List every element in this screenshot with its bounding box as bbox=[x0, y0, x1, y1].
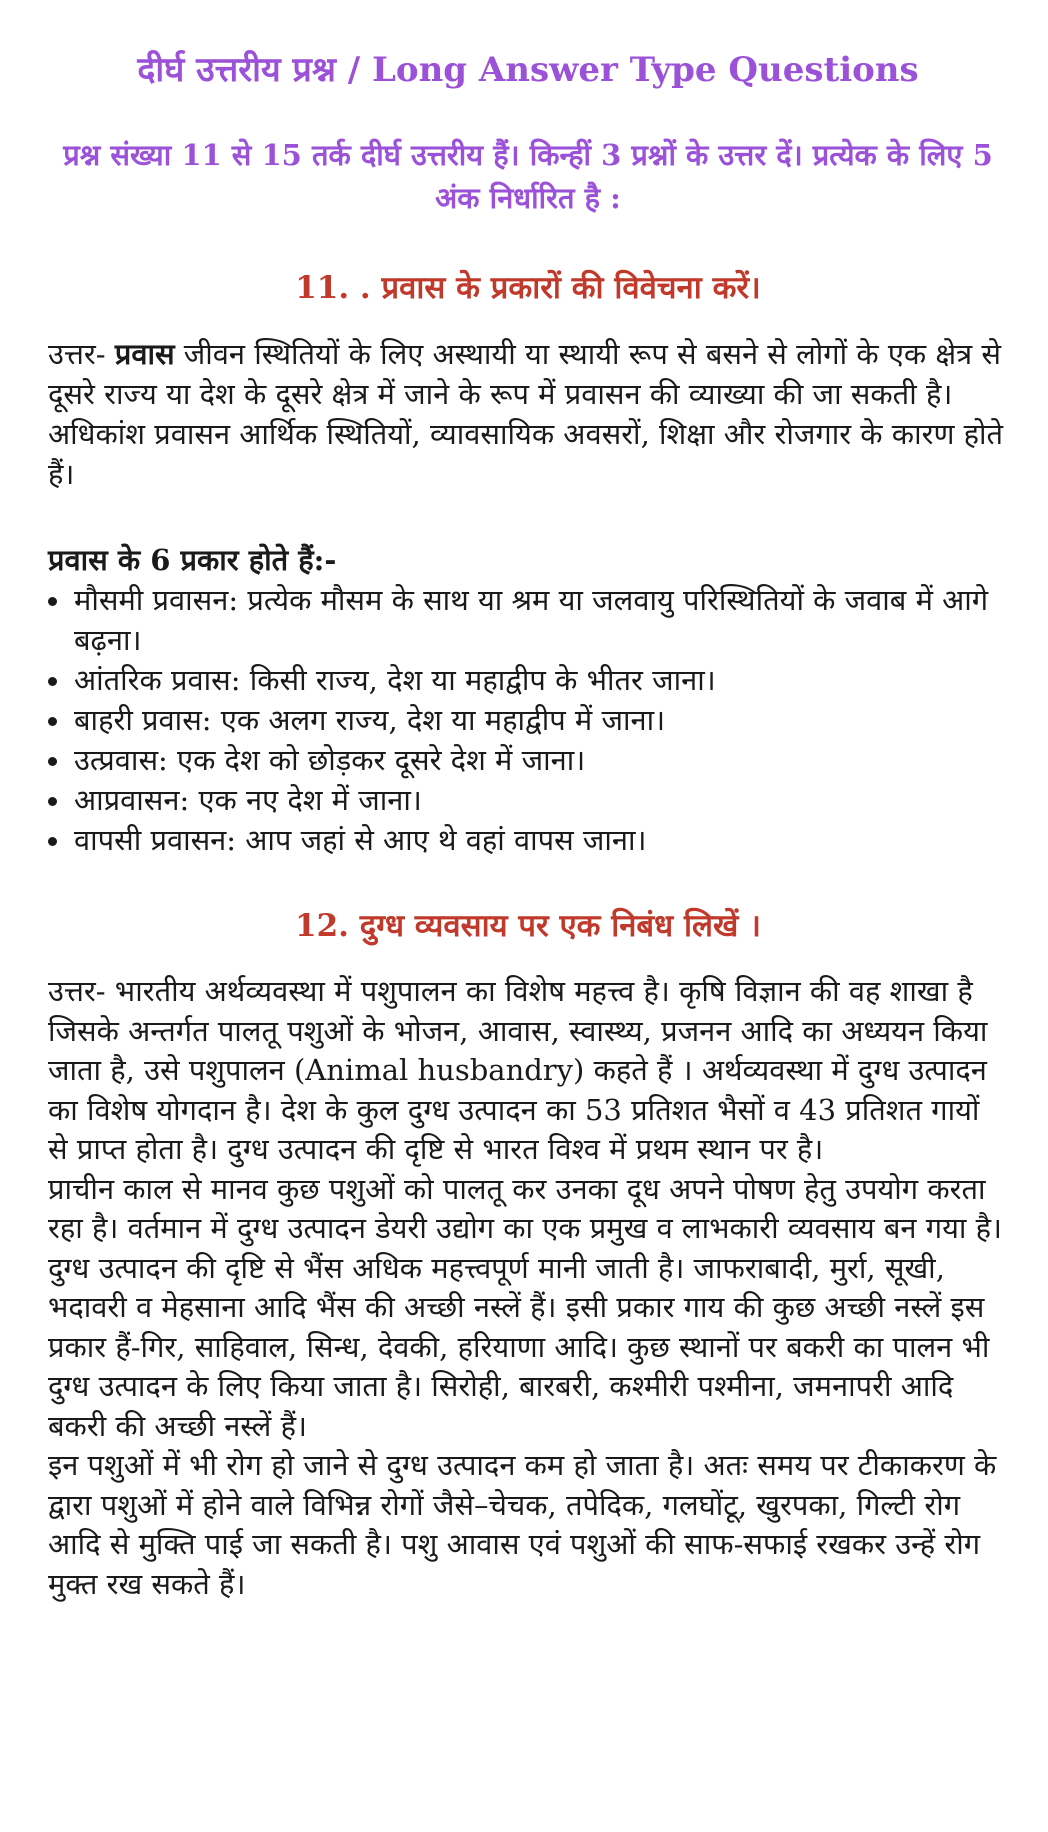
list-item: बाहरी प्रवास: एक अलग राज्य, देश या महाद्वीप में जाना। bbox=[48, 700, 1008, 740]
answer-text: जीवन स्थितियों के लिए अस्थायी या स्थायी रूप से बसने से लोगों के एक क्षेत्र से दूसरे राज्य या देश के दूसरे क्षेत्र में जाने के रूप में प्रवासन की व्याख्या की जा सकती है। अधिकांश प्रवासन आर्थिक स्थितियों, व्यावसायिक अवसरों, शिक्षा और रोजगार के कारण होते हैं। bbox=[48, 337, 1004, 491]
answer-paragraph: प्राचीन काल से मानव कुछ पशुओं को पालतू कर उनका दूध अपने पोषण हेतु उपयोग करता रहा है। वर्तमान में दुग्ध उत्पादन डेयरी उद्योग का एक प्रमुख व लाभकारी व्यवसाय बन गया है। दुग्ध उत्पादन की दृष्टि से भैंस अधिक महत्त्वपूर्ण मानी जाती है। जाफराबादी, मुर्रा, सूखी, भदावरी व मेहसाना आदि भैंस की अच्छी नस्लें हैं। इसी प्रकार गाय की कुछ अच्छी नस्लें इस प्रकार हैं-गिर, साहिवाल, सिन्ध, देवकी, हरियाणा आदि। कुछ स्थानों पर बकरी का पालन भी दुग्ध उत्पादन के लिए किया जाता है। सिरोही, बारबरी, कश्मीरी पश्मीना, जमनापरी आदि बकरी की अच्छी नस्लें हैं। bbox=[48, 1171, 1003, 1443]
question-12-title: 12. दुग्ध व्यवसाय पर एक निबंध लिखें । bbox=[295, 908, 761, 944]
list-item: आप्रवासन: एक नए देश में जाना। bbox=[48, 780, 1008, 820]
answer-bold-term: प्रवास bbox=[114, 337, 175, 371]
list-item: मौसमी प्रवासन: प्रत्येक मौसम के साथ या श्रम या जलवायु परिस्थितियों के जवाब में आगे बढ़ना। bbox=[48, 580, 1008, 660]
migration-types-list bbox=[48, 660, 1008, 860]
list-item: वापसी प्रवासन: आप जहां से आए थे वहां वापस जाना। bbox=[48, 820, 1008, 860]
section-title: दीर्घ उत्तरीय प्रश्न / Long Answer Type Questions bbox=[137, 50, 919, 90]
answer-prefix: उत्तर- bbox=[48, 337, 115, 371]
answer-paragraph: उत्तर- भारतीय अर्थव्यवस्था में पशुपालन का विशेष महत्त्व है। कृषि विज्ञान की वह शाखा है जिसके अन्तर्गत पालतू पशुओं के भोजन, आवास, स्वास्थ्य, प्रजनन आदि का अध्ययन किया जाता है, उसे पशुपालन (Animal husbandry) कहते हैं । अर्थव्यवस्था में दुग्ध उत्पादन का विशेष योगदान है। देश के कुल दुग्ध उत्पादन का 53 प्रतिशत भैसों व 43 प्रतिशत गायों से प्राप्त होता है। दुग्ध उत्पादन की दृष्टि से भारत विश्व में प्रथम स्थान पर है। bbox=[48, 974, 988, 1166]
question-12-answer bbox=[48, 972, 1008, 1604]
question-11-answer bbox=[48, 334, 1008, 494]
migration-types-list-first bbox=[48, 580, 1008, 660]
migration-types-heading: प्रवास के 6 प्रकार होते हैं:- bbox=[48, 543, 337, 577]
answer-paragraph: इन पशुओं में भी रोग हो जाने से दुग्ध उत्पादन कम हो जाता है। अतः समय पर टीकाकरण के द्वारा पशुओं में होने वाले विभिन्न रोगों जैसे–चेचक, तपेदिक, गलघोंटू, खुरपका, गिल्टी रोग आदि से मुक्ति पाई जा सकती है। पशु आवास एवं पशुओं की साफ-सफाई रखकर उन्हें रोग मुक्त रख सकते हैं। bbox=[48, 1448, 997, 1601]
list-item: आंतरिक प्रवास: किसी राज्य, देश या महाद्वीप के भीतर जाना। bbox=[48, 660, 1008, 700]
list-item: उत्प्रवास: एक देश को छोड़कर दूसरे देश में जाना। bbox=[48, 740, 1008, 780]
instructions: प्रश्न संख्या 11 से 15 तर्क दीर्घ उत्तरीय हैं। किन्हीं 3 प्रश्नों के उत्तर दें। प्रत्येक के लिए 5 अंक निर्धारित है : bbox=[63, 138, 993, 215]
question-11-title: 11. . प्रवास के प्रकारों की विवेचना करें। bbox=[295, 270, 761, 306]
